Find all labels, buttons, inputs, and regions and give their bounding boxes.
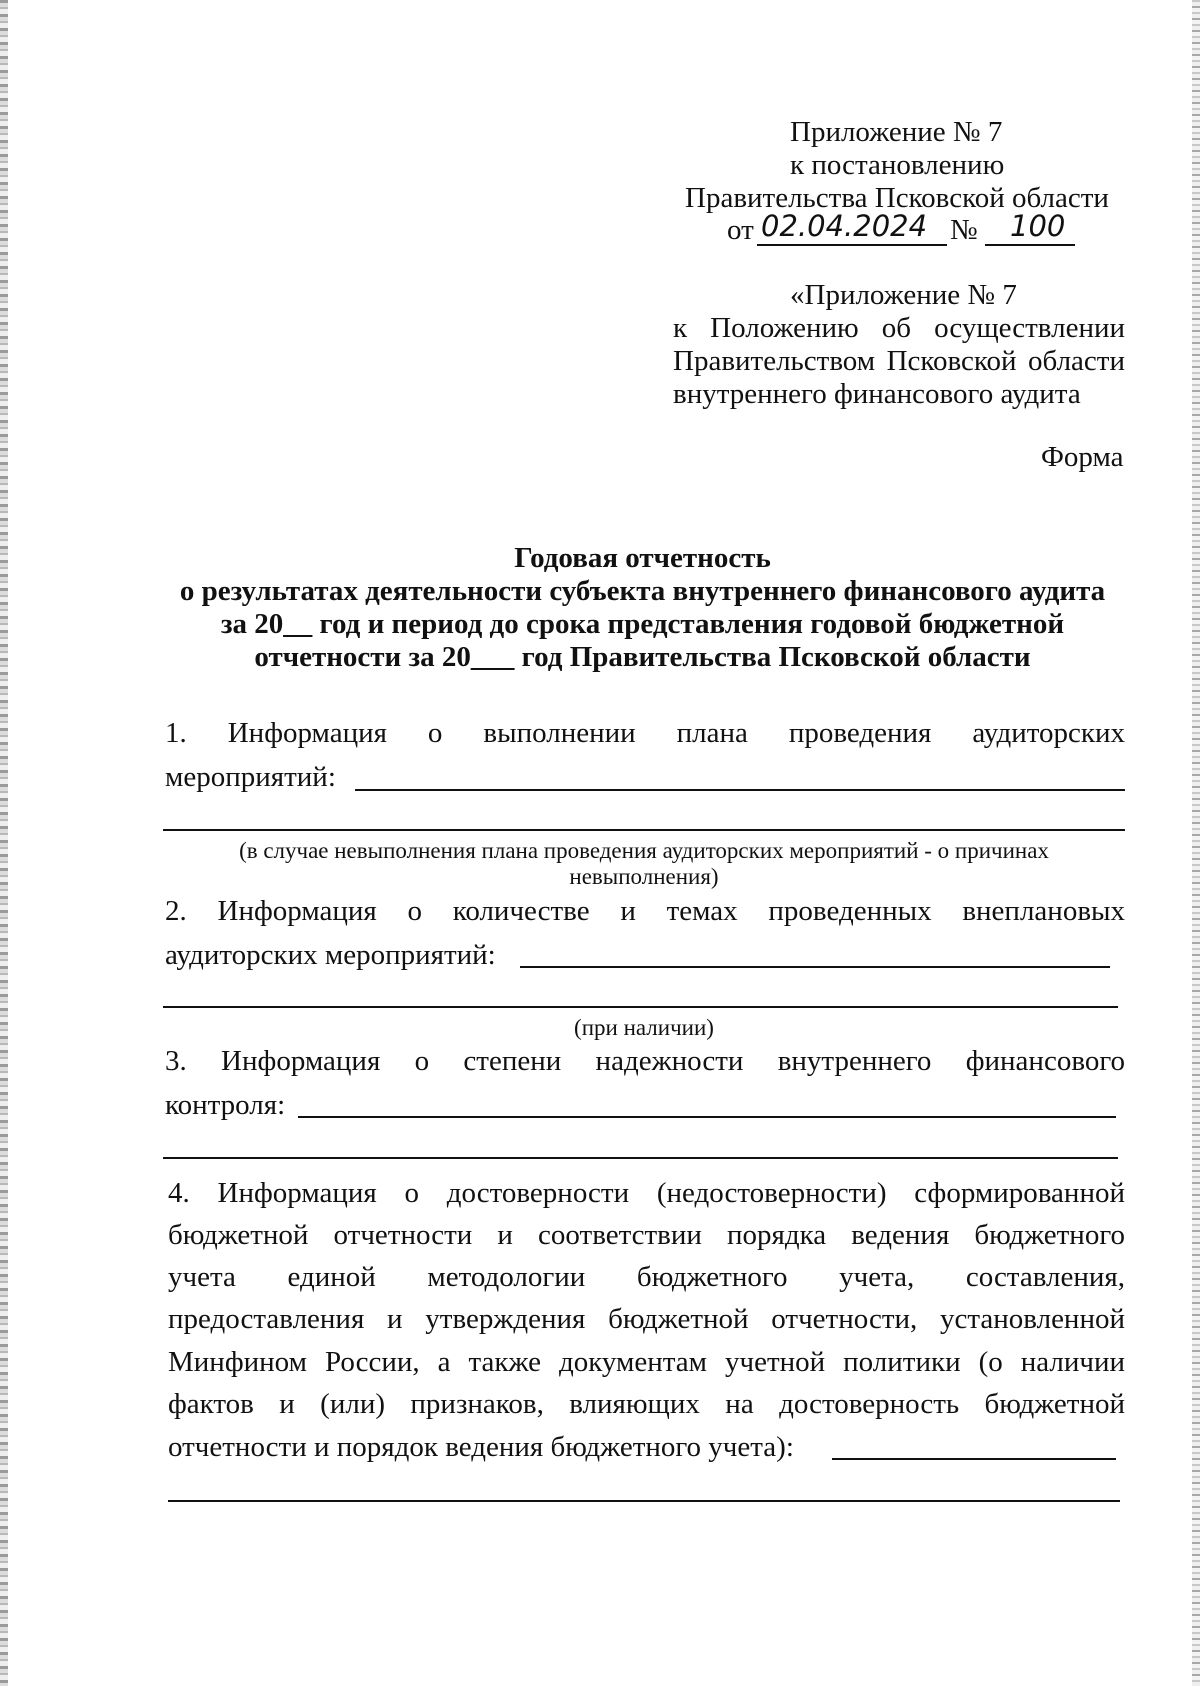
- item3-fill-line-1: [298, 1116, 1116, 1118]
- item2-line-1: 2. Информация о количестве и темах проведенных внеплановых: [165, 895, 1125, 927]
- item1-note-line-2: невыполнения): [569, 864, 719, 889]
- item4-line-5: Минфином России, а также документам учетной политики (о наличии: [168, 1346, 1125, 1378]
- number-underline: [985, 244, 1075, 246]
- header-line-1: Приложение № 7: [790, 116, 1003, 148]
- scan-right-edge: [1192, 0, 1200, 1686]
- item3-line-1: 3. Информация о степени надежности внутреннего финансового: [165, 1045, 1125, 1077]
- item2-fill-line-2: [163, 1006, 1118, 1008]
- header-number-handwritten: 100: [1010, 209, 1066, 243]
- item2-note: (при наличии): [574, 1015, 714, 1040]
- item4-line-3: учета единой методологии бюджетного учета, составления,: [168, 1261, 1125, 1293]
- item4-line-4: предоставления и утверждения бюджетной отчетности, установленной: [168, 1303, 1125, 1335]
- item1-line-1: 1. Информация о выполнении плана проведения аудиторских: [165, 717, 1125, 749]
- item4-line-6: фактов и (или) признаков, влияющих на достоверность бюджетной: [168, 1388, 1125, 1420]
- title-line-4: отчетности за 20___ год Правительства Псковской области: [254, 641, 1031, 673]
- title-line-1: Годовая отчетность: [514, 542, 771, 574]
- item3-line-2: контроля:: [165, 1089, 286, 1121]
- date-underline: [757, 244, 947, 246]
- header-line-2: к постановлению: [790, 149, 1005, 181]
- item2-line-2: аудиторских мероприятий:: [165, 939, 496, 971]
- item1-note-line-1: (в случае невыполнения плана проведения аудиторских мероприятий - о причинах: [239, 838, 1049, 863]
- item4-line-1: 4. Информация о достоверности (недостоверности) сформированной: [168, 1177, 1125, 1209]
- item1-line-2: мероприятий:: [165, 761, 336, 793]
- annex-line-3: Правительством Псковской области: [673, 345, 1125, 377]
- form-label: Форма: [1041, 441, 1124, 473]
- annex-line-1: «Приложение № 7: [790, 279, 1017, 311]
- title-line-2: о результатах деятельности субъекта внутреннего финансового аудита: [179, 575, 1106, 607]
- header-number-prefix: №: [950, 214, 978, 246]
- annex-line-2: к Положению об осуществлении: [673, 312, 1125, 344]
- scan-left-edge: [0, 0, 8, 1686]
- annex-line-4: внутреннего финансового аудита: [673, 378, 1081, 410]
- item1-fill-line-1: [355, 789, 1125, 791]
- title-line-3: за 20__ год и период до срока представления годовой бюджетной: [220, 608, 1065, 640]
- item2-fill-line-1: [520, 966, 1110, 968]
- header-date-handwritten: 02.04.2024: [761, 209, 928, 243]
- item3-fill-line-2: [163, 1157, 1118, 1159]
- item1-fill-line-2: [163, 829, 1125, 831]
- header-line-3: Правительства Псковской области: [685, 182, 1109, 214]
- header-date-prefix: от: [727, 214, 754, 246]
- item4-line-7: отчетности и порядок ведения бюджетного учета):: [168, 1431, 794, 1463]
- item4-line-2: бюджетной отчетности и соответствии порядка ведения бюджетного: [168, 1219, 1125, 1251]
- item4-fill-line-2: [168, 1500, 1120, 1502]
- item4-fill-line-1: [832, 1458, 1116, 1460]
